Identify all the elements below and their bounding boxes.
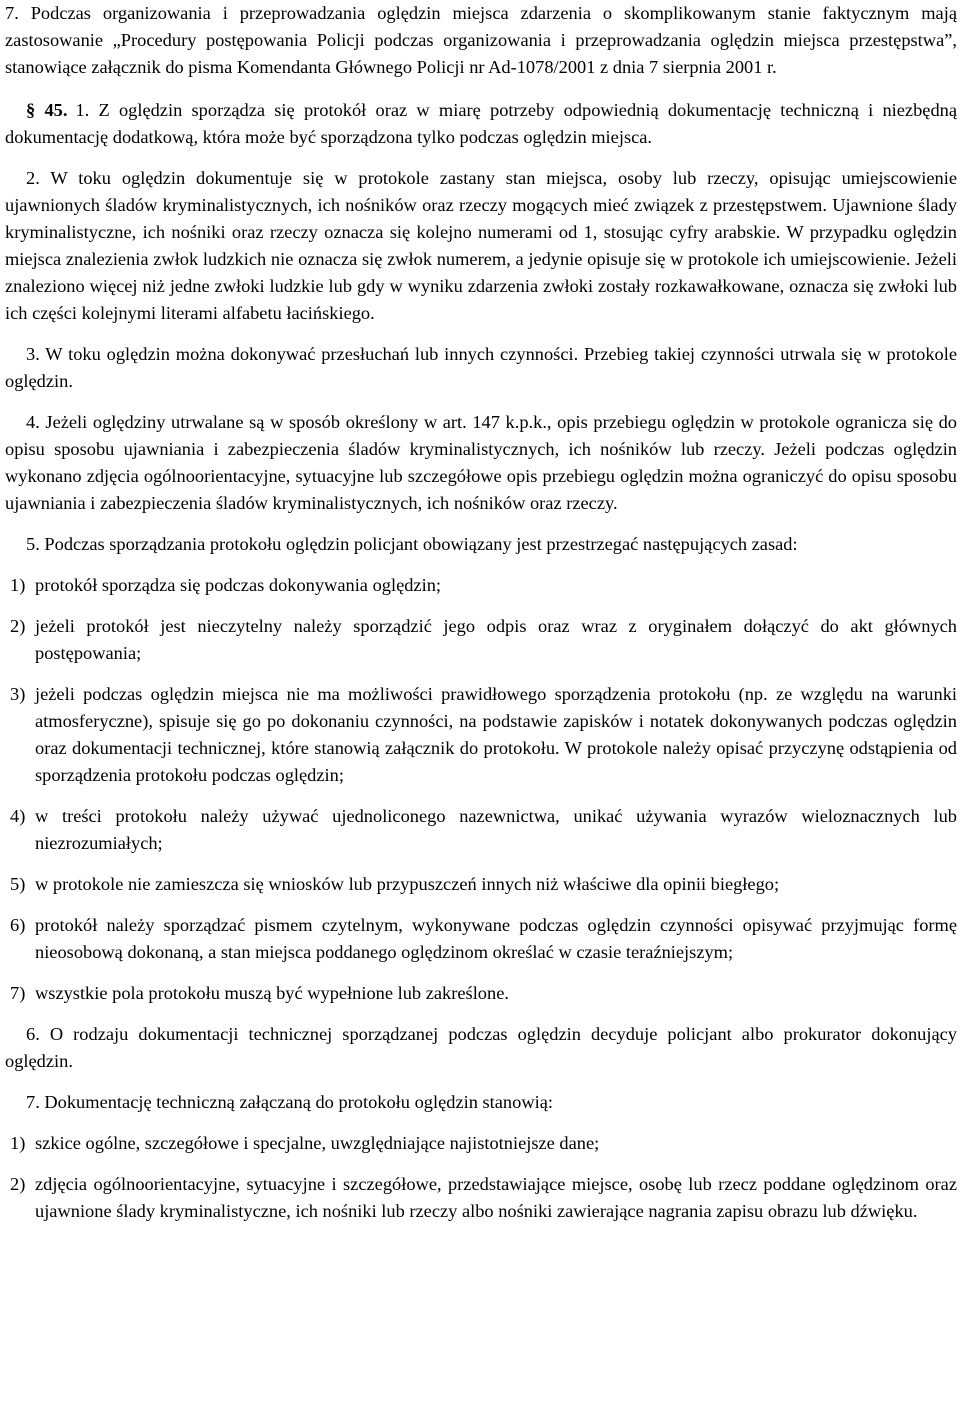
- list-item-number: 7): [10, 983, 26, 1003]
- list-item-number: 4): [10, 806, 26, 826]
- list-item-number: 3): [10, 684, 26, 704]
- section-45-paragraph-1: [5, 97, 957, 151]
- list-item: [5, 1130, 957, 1157]
- list-item-number: 2): [10, 1174, 26, 1194]
- spacer: [5, 395, 960, 409]
- list-item-number: 1): [10, 1133, 26, 1153]
- list-item-text: w protokole nie zamieszcza się wniosków lub przypuszczeń innych niż właściwe dla opinii biegłego;: [35, 874, 780, 894]
- list-item: [5, 572, 957, 599]
- list-item-text: zdjęcia ogólnoorientacyjne, sytuacyjne i szczegółowe, przedstawiające miejsce, osobę lub rzecz poddane oględzinom oraz ujawnione ślady kryminalistyczne, ich nośniki lub rzeczy albo nośniki zawierające nagrania zapisu obrazu lub dźwięku.: [35, 1174, 957, 1221]
- list-item-number: 6): [10, 915, 26, 935]
- list-item-text: jeżeli podczas oględzin miejsca nie ma możliwości prawidłowego sporządzenia protokołu (np. ze względu na warunki atmosferyczne), spisuje się go po dokonaniu czynności, na podstawie zapisków i notatek dokonywanych podczas oględzin oraz dokumentacji technicznej, które stanowią załącznik do protokołu. W protokole należy opisać przyczynę odstąpienia od sporządzenia protokołu podczas oględzin;: [35, 684, 957, 785]
- list-item-text: w treści protokołu należy używać ujednoliconego nazewnictwa, unikać używania wyrazów wieloznacznych lub niezrozumiałych;: [35, 806, 957, 853]
- spacer: [5, 517, 960, 531]
- spacer: [5, 1075, 960, 1089]
- list-item: [5, 681, 957, 789]
- paragraph-7: 7. Podczas organizowania i przeprowadzania oględzin miejsca zdarzenia o skomplikowanym stanie faktycznym mają zastosowanie „Procedury postępowania Policji podczas organizowania i przeprowadzania oględzin miejsca przestępstwa”, stanowiące załącznik do pisma Komendanta Głównego Policji nr Ad-1078/2001 z dnia 7 sierpnia 2001 r.: [5, 3, 957, 77]
- spacer: [5, 1157, 960, 1171]
- list-item: [5, 980, 957, 1007]
- list-item-number: 5): [10, 874, 26, 894]
- section-45-paragraph-2: 2. W toku oględzin dokumentuje się w protokole zastany stan miejsca, osoby lub rzeczy, opisując umiejscowienie ujawnionych śladów kryminalistycznych, ich nośników oraz rzeczy mogących mieć związek z przestępstwem. Ujawnione ślady kryminalistyczne, ich nośniki oraz rzeczy oznacza się kolejno numerami od 1, stosując cyfry arabskie. W przypadku oględzin miejsca znalezienia zwłok ludzkich nie oznacza się zwłok numerem, a jedynie opisuje się w protokole ich umiejscowienie. Jeżeli znaleziono więcej niż jedne zwłoki ludzkie lub gdy w wyniku zdarzenia zwłoki zostały rozkawałkowane, oznacza się zwłoki lub ich części kolejnymi literami alfabetu łacińskiego.: [5, 168, 957, 323]
- list-item: [5, 871, 957, 898]
- section-45-paragraph-3: 3. W toku oględzin można dokonywać przesłuchań lub innych czynności. Przebieg takiej czynności utrwala się w protokole oględzin.: [5, 344, 957, 391]
- spacer: [5, 81, 960, 97]
- list-item-text: jeżeli protokół jest nieczytelny należy sporządzić jego odpis oraz wraz z oryginałem dołączyć do akt głównych postępowania;: [35, 616, 957, 663]
- section-45-paragraph-5: 5. Podczas sporządzania protokołu oględzin policjant obowiązany jest przestrzegać następujących zasad:: [26, 534, 798, 554]
- spacer: [5, 789, 960, 803]
- list-item: [5, 803, 957, 857]
- spacer: [5, 599, 960, 613]
- list-item-text: protokół należy sporządzać pismem czytelnym, wykonywane podczas oględzin czynności opisywać przyjmując formę nieosobową dokonaną, a stan miejsca poddanego oględzinom określać w czasie teraźniejszym;: [35, 915, 957, 962]
- section-45-paragraph-1-text: 1. Z oględzin sporządza się protokół oraz w miarę potrzeby odpowiednią dokumentację techniczną i niezbędną dokumentację dodatkową, która może być sporządzona tylko podczas oględzin miejsca.: [5, 100, 957, 147]
- spacer: [5, 327, 960, 341]
- section-label: § 45.: [26, 100, 68, 120]
- list-item: [5, 1171, 957, 1225]
- section-45-paragraph-6: 6. O rodzaju dokumentacji technicznej sporządzanej podczas oględzin decyduje policjant albo prokurator dokonujący oględzin.: [5, 1024, 957, 1071]
- spacer: [5, 1007, 960, 1021]
- spacer: [5, 151, 960, 165]
- spacer: [5, 667, 960, 681]
- list-item-text: wszystkie pola protokołu muszą być wypełnione lub zakreślone.: [35, 983, 509, 1003]
- list-item: [5, 613, 957, 667]
- spacer: [5, 1116, 960, 1130]
- section-45-paragraph-4: 4. Jeżeli oględziny utrwalane są w sposób określony w art. 147 k.p.k., opis przebiegu oględzin w protokole ogranicza się do opisu sposobu ujawniania i zabezpieczenia śladów kryminalistycznych, ich nośników lub rzeczy. Jeżeli podczas oględzin wykonano zdjęcia ogólnoorientacyjne, sytuacyjne lub szczegółowe opis przebiegu oględzin można ograniczyć do opisu sposobu ujawniania i zabezpieczenia śladów kryminalistycznych, ich nośników oraz rzeczy.: [5, 412, 957, 513]
- spacer: [5, 966, 960, 980]
- list-item-text: protokół sporządza się podczas dokonywania oględzin;: [35, 575, 442, 595]
- spacer: [5, 857, 960, 871]
- list-item-number: 2): [10, 616, 26, 636]
- spacer: [5, 898, 960, 912]
- list-item-number: 1): [10, 575, 26, 595]
- section-45-paragraph-7: 7. Dokumentację techniczną załączaną do protokołu oględzin stanowią:: [26, 1092, 553, 1112]
- spacer: [5, 558, 960, 572]
- list-item: [5, 912, 957, 966]
- list-item-text: szkice ogólne, szczegółowe i specjalne, uwzględniające najistotniejsze dane;: [35, 1133, 600, 1153]
